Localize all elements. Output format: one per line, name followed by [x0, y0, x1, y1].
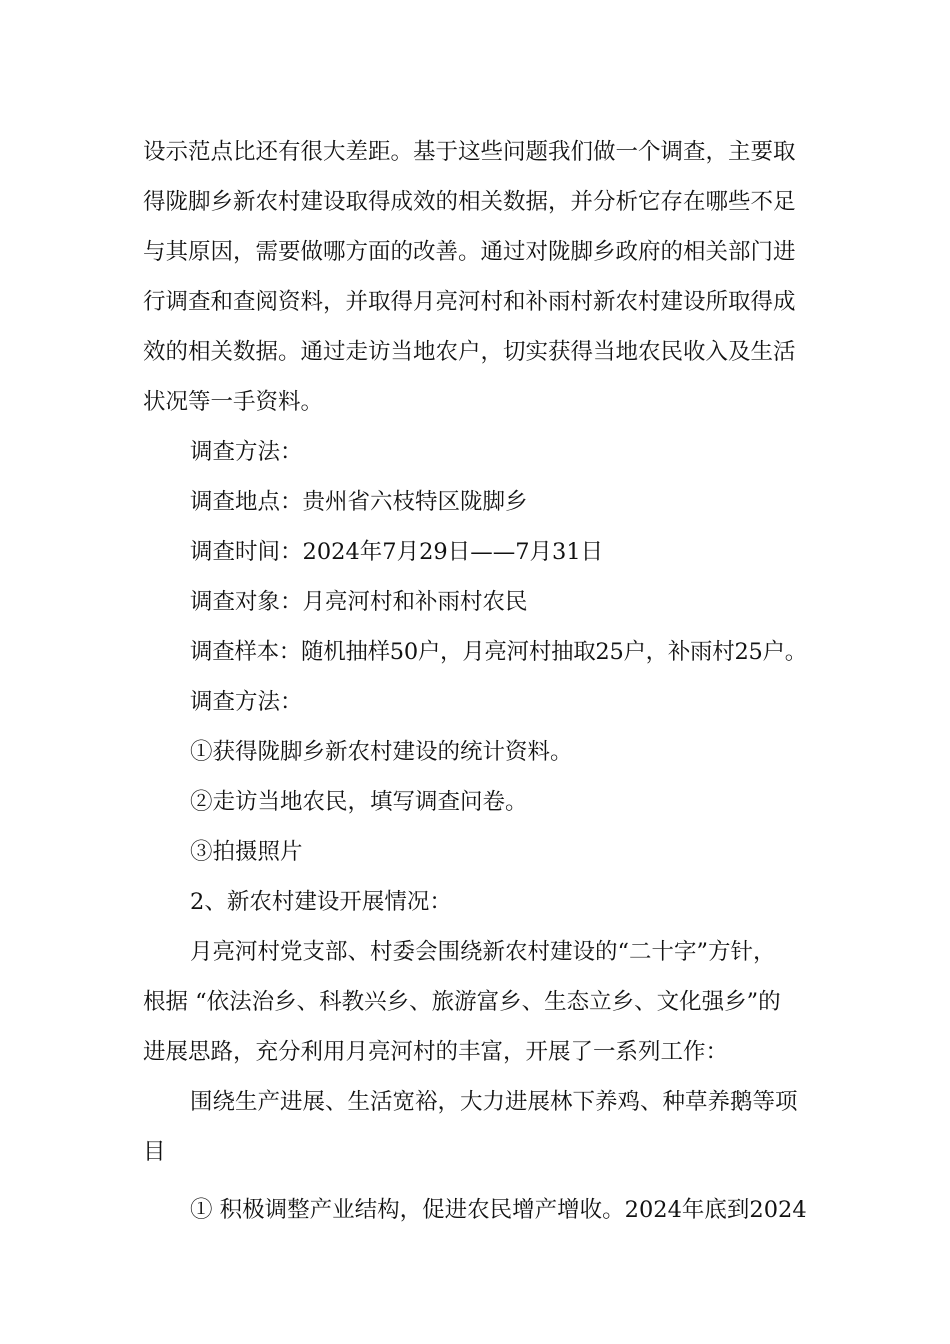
paragraph-line: 状况等一手资料。	[143, 389, 324, 415]
paragraph-line: 围绕生产进展、生活宽裕，大力进展林下养鸡、种草养鹅等项	[190, 1089, 798, 1115]
section-heading-method: 调查方法：	[190, 439, 303, 465]
method-item-1: ①获得陇脚乡新农村建设的统计资料。	[190, 739, 573, 765]
paragraph-line: 进展思路，充分利用月亮河村的丰富，开展了一系列工作：	[143, 1039, 729, 1065]
paragraph-line: 行调查和查阅资料，并取得月亮河村和补雨村新农村建设所取得成	[143, 289, 796, 315]
paragraph-line: 目	[143, 1139, 166, 1165]
section-heading-progress: 2、新农村建设开展情况：	[190, 889, 452, 915]
paragraph-line: ① 积极调整产业结构，促进农民增产增收。2024年底到2024	[190, 1197, 807, 1223]
paragraph-line: 根据 “依法治乡、科教兴乡、旅游富乡、生态立乡、文化强乡”的	[143, 989, 781, 1015]
paragraph-line: 设示范点比还有很大差距。基于这些问题我们做一个调查，主要取	[143, 139, 796, 165]
paragraph-line: 月亮河村党支部、村委会围绕新农村建设的“二十字”方针，	[190, 939, 776, 965]
section-heading-method-2: 调查方法：	[190, 689, 303, 715]
paragraph-line: 得陇脚乡新农村建设取得成效的相关数据，并分析它存在哪些不足	[143, 189, 796, 215]
survey-time: 调查时间：2024年7月29日——7月31日	[190, 539, 604, 565]
paragraph-line: 与其原因，需要做哪方面的改善。通过对陇脚乡政府的相关部门进	[143, 239, 796, 265]
survey-location: 调查地点：贵州省六枝特区陇脚乡	[190, 489, 528, 515]
paragraph-line: 效的相关数据。通过走访当地农户，切实获得当地农民收入及生活	[143, 339, 796, 365]
survey-subjects: 调查对象：月亮河村和补雨村农民	[190, 589, 528, 615]
document-body	[143, 127, 813, 1235]
method-item-3: ③拍摄照片	[190, 839, 303, 865]
survey-sample: 调查样本：随机抽样50户，月亮河村抽取25户，补雨村25户。	[190, 639, 807, 665]
method-item-2: ②走访当地农民，填写调查问卷。	[190, 789, 528, 815]
